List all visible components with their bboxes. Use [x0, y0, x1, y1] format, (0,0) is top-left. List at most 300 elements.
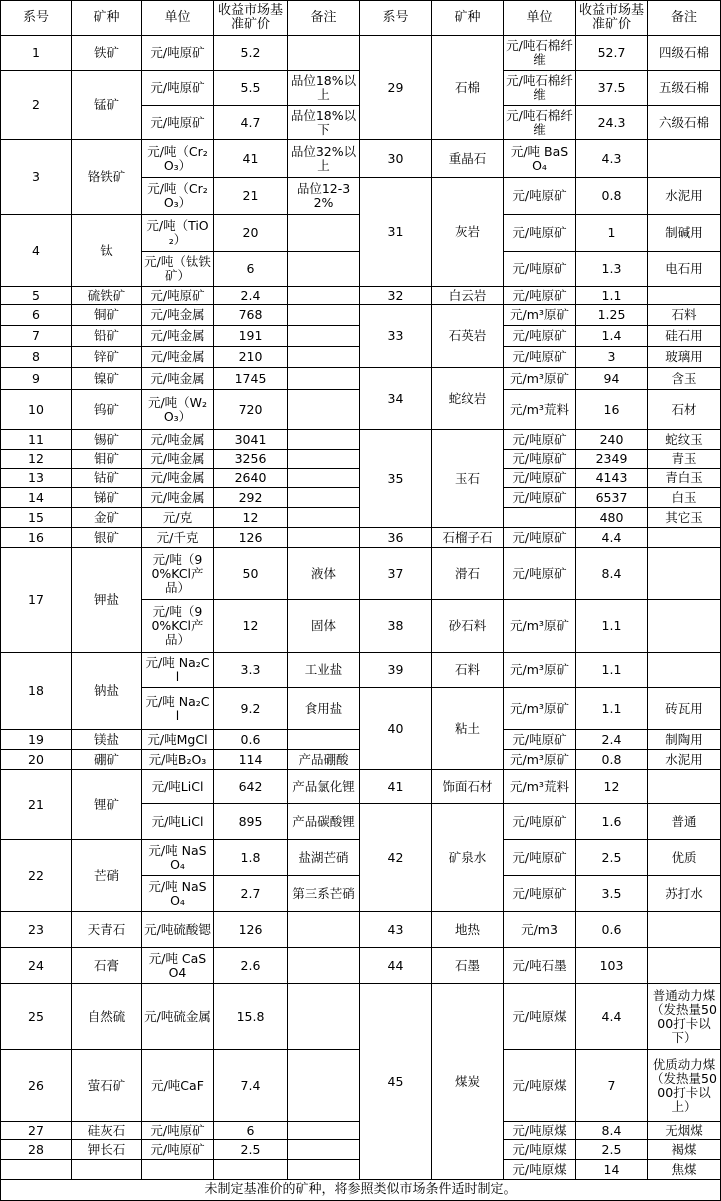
right-row-unit: 元/吨原矿 [504, 326, 576, 347]
left-row-note [288, 1160, 360, 1180]
left-row-no: 2 [0, 71, 72, 140]
left-row-unit: 元/吨 NaSO₄ [142, 876, 214, 912]
left-row-no: 18 [0, 653, 72, 730]
left-row-price: 5.5 [214, 71, 288, 106]
right-row-no: 31 [360, 178, 432, 287]
left-row-mineral: 硫铁矿 [72, 287, 142, 305]
right-row-unit: 元/吨原矿 [504, 215, 576, 252]
left-row-mineral: 铁矿 [72, 36, 142, 71]
left-row-no: 1 [0, 36, 72, 71]
left-row-no: 5 [0, 287, 72, 305]
right-row-price: 8.4 [576, 548, 648, 600]
right-row-price: 1 [576, 215, 648, 252]
right-row-unit: 元/吨石墨 [504, 948, 576, 984]
left-row-note [288, 1122, 360, 1140]
left-row-price: 3256 [214, 450, 288, 469]
left-row-note [288, 1050, 360, 1122]
left-row-price: 5.2 [214, 36, 288, 71]
right-row-price: 2349 [576, 450, 648, 469]
left-row-no: 14 [0, 488, 72, 508]
left-row-note [288, 528, 360, 548]
left-row-no: 13 [0, 469, 72, 488]
left-row-mineral: 钾盐 [72, 548, 142, 653]
left-row-unit: 元/吨（W₂O₃） [142, 390, 214, 430]
left-row-unit: 元/吨原矿 [142, 71, 214, 106]
right-row-note: 石料 [648, 305, 721, 326]
left-row-price: 720 [214, 390, 288, 430]
right-row-mineral: 矿泉水 [432, 804, 504, 912]
left-row-mineral: 钴矿 [72, 469, 142, 488]
right-row-unit: 元/m³原矿 [504, 305, 576, 326]
left-row-unit: 元/吨金属 [142, 368, 214, 390]
right-row-no: 45 [360, 984, 432, 1180]
right-row-unit: 元/m³原矿 [504, 368, 576, 390]
right-row-price: 1.1 [576, 653, 648, 688]
right-row-price: 4.3 [576, 140, 648, 178]
right-row-price: 37.5 [576, 71, 648, 106]
right-row-mineral: 灰岩 [432, 178, 504, 287]
right-row-note [648, 140, 721, 178]
right-row-note: 优质动力煤（发热量5000打卡以上） [648, 1050, 721, 1122]
header-left-0: 系号 [0, 0, 72, 36]
left-row-mineral: 镍矿 [72, 368, 142, 390]
left-row-mineral: 自然硫 [72, 984, 142, 1050]
right-row-price: 8.4 [576, 1122, 648, 1140]
right-row-note: 青玉 [648, 450, 721, 469]
right-row-unit: 元/吨原矿 [504, 347, 576, 368]
left-row-price: 114 [214, 750, 288, 770]
left-row-note [288, 912, 360, 948]
right-row-mineral: 蛇纹岩 [432, 368, 504, 430]
right-row-unit: 元/吨原煤 [504, 1160, 576, 1180]
right-row-note [648, 653, 721, 688]
left-row-note [288, 1140, 360, 1160]
left-row-no: 7 [0, 326, 72, 347]
right-row-unit: 元/吨原矿 [504, 287, 576, 305]
left-row-unit: 元/吨原矿 [142, 106, 214, 140]
right-row-price: 1.1 [576, 688, 648, 730]
left-row-unit: 元/吨MgCl [142, 730, 214, 750]
right-row-note: 制陶用 [648, 730, 721, 750]
left-row-no: 21 [0, 770, 72, 840]
right-row-price: 3 [576, 347, 648, 368]
left-row-price: 41 [214, 140, 288, 178]
right-row-price: 7 [576, 1050, 648, 1122]
left-row-mineral: 钾长石 [72, 1140, 142, 1160]
left-row-no: 22 [0, 840, 72, 912]
left-row-note [288, 252, 360, 287]
right-row-mineral: 粘土 [432, 688, 504, 770]
right-row-mineral: 石棉 [432, 36, 504, 140]
left-row-note: 食用盐 [288, 688, 360, 730]
right-row-price: 1.1 [576, 600, 648, 653]
right-row-unit: 元/吨原煤 [504, 1050, 576, 1122]
right-row-mineral: 滑石 [432, 548, 504, 600]
left-row-note [288, 508, 360, 528]
left-row-price: 191 [214, 326, 288, 347]
right-row-no: 29 [360, 36, 432, 140]
right-row-price: 3.5 [576, 876, 648, 912]
right-row-note: 水泥用 [648, 750, 721, 770]
right-row-mineral: 煤炭 [432, 984, 504, 1180]
left-row-unit: 元/吨金属 [142, 469, 214, 488]
right-row-price: 240 [576, 430, 648, 450]
right-row-price: 14 [576, 1160, 648, 1180]
right-row-price: 0.8 [576, 750, 648, 770]
left-row-mineral: 天青石 [72, 912, 142, 948]
right-row-note: 焦煤 [648, 1160, 721, 1180]
right-row-price: 94 [576, 368, 648, 390]
right-row-no: 33 [360, 305, 432, 368]
left-row-note [288, 347, 360, 368]
left-row-mineral: 硼矿 [72, 750, 142, 770]
right-row-no: 32 [360, 287, 432, 305]
right-row-price: 480 [576, 508, 648, 528]
left-row-no: 16 [0, 528, 72, 548]
right-row-price: 1.3 [576, 252, 648, 287]
left-row-price: 7.4 [214, 1050, 288, 1122]
right-row-mineral: 砂石料 [432, 600, 504, 653]
right-row-price: 103 [576, 948, 648, 984]
right-row-note: 水泥用 [648, 178, 721, 215]
right-row-note: 五级石棉 [648, 71, 721, 106]
right-row-note: 青白玉 [648, 469, 721, 488]
left-row-no: 12 [0, 450, 72, 469]
left-row-unit: 元/吨原矿 [142, 1140, 214, 1160]
right-row-note: 褐煤 [648, 1140, 721, 1160]
right-row-price: 0.6 [576, 912, 648, 948]
right-row-no: 35 [360, 430, 432, 528]
left-row-price: 12 [214, 508, 288, 528]
right-row-price: 4.4 [576, 984, 648, 1050]
left-row-note [288, 948, 360, 984]
right-row-unit: 元/m³原矿 [504, 688, 576, 730]
left-row-note [288, 730, 360, 750]
right-row-unit: 元/吨原矿 [504, 548, 576, 600]
left-row-price: 4.7 [214, 106, 288, 140]
left-row-unit: 元/吨原矿 [142, 1122, 214, 1140]
left-row-note [288, 368, 360, 390]
right-row-note: 含玉 [648, 368, 721, 390]
left-row-unit: 元/吨金属 [142, 305, 214, 326]
right-row-unit [504, 508, 576, 528]
left-row-no: 15 [0, 508, 72, 528]
left-row-price: 2.4 [214, 287, 288, 305]
right-row-unit: 元/m³原矿 [504, 653, 576, 688]
right-row-note: 玻璃用 [648, 347, 721, 368]
header-left-1: 矿种 [72, 0, 142, 36]
left-row-no: 11 [0, 430, 72, 450]
left-row-no: 28 [0, 1140, 72, 1160]
right-row-unit: 元/m3 [504, 912, 576, 948]
right-row-price: 52.7 [576, 36, 648, 71]
left-row-price: 2640 [214, 469, 288, 488]
right-row-unit: 元/吨石棉纤维 [504, 36, 576, 71]
left-row-no: 4 [0, 215, 72, 287]
right-row-price: 1.25 [576, 305, 648, 326]
right-row-no: 40 [360, 688, 432, 770]
left-row-price: 3041 [214, 430, 288, 450]
left-row-note: 固体 [288, 600, 360, 653]
left-row-note [288, 488, 360, 508]
right-row-mineral: 重晶石 [432, 140, 504, 178]
left-row-unit: 元/吨原矿 [142, 36, 214, 71]
right-row-unit: 元/吨原矿 [504, 469, 576, 488]
left-row-price: 50 [214, 548, 288, 600]
left-row-mineral: 金矿 [72, 508, 142, 528]
left-row-note [288, 984, 360, 1050]
left-row-mineral: 锌矿 [72, 347, 142, 368]
right-row-note [648, 528, 721, 548]
left-row-mineral: 铬铁矿 [72, 140, 142, 215]
left-row-no: 8 [0, 347, 72, 368]
left-row-mineral [72, 1160, 142, 1180]
left-row-unit: 元/吨（钛铁矿） [142, 252, 214, 287]
right-row-no: 39 [360, 653, 432, 688]
left-row-unit: 元/吨CaF [142, 1050, 214, 1122]
right-row-note: 砖瓦用 [648, 688, 721, 730]
left-row-unit: 元/吨（90%KCl产品） [142, 548, 214, 600]
right-row-note: 蛇纹玉 [648, 430, 721, 450]
right-row-note: 普通 [648, 804, 721, 840]
left-row-no: 10 [0, 390, 72, 430]
left-row-price: 292 [214, 488, 288, 508]
left-row-note [288, 469, 360, 488]
left-row-price: 9.2 [214, 688, 288, 730]
left-row-unit: 元/吨LiCl [142, 770, 214, 804]
left-row-no: 17 [0, 548, 72, 653]
right-row-unit: 元/m³荒料 [504, 390, 576, 430]
right-row-note: 六级石棉 [648, 106, 721, 140]
left-row-unit: 元/吨原矿 [142, 287, 214, 305]
left-row-unit: 元/吨硫金属 [142, 984, 214, 1050]
left-row-unit: 元/吨LiCl [142, 804, 214, 840]
right-row-note: 硅石用 [648, 326, 721, 347]
left-row-note: 品位12-32% [288, 178, 360, 215]
left-row-price: 21 [214, 178, 288, 215]
left-row-price: 768 [214, 305, 288, 326]
right-row-mineral: 石英岩 [432, 305, 504, 368]
left-row-price: 1.8 [214, 840, 288, 876]
left-row-no: 20 [0, 750, 72, 770]
right-row-no: 34 [360, 368, 432, 430]
right-row-unit: 元/吨原矿 [504, 450, 576, 469]
left-row-unit: 元/吨 Na₂Cl [142, 653, 214, 688]
left-row-price: 126 [214, 912, 288, 948]
left-row-unit: 元/吨金属 [142, 347, 214, 368]
right-row-note: 优质 [648, 840, 721, 876]
right-row-unit: 元/吨原矿 [504, 430, 576, 450]
right-row-price: 0.8 [576, 178, 648, 215]
right-row-mineral: 石墨 [432, 948, 504, 984]
right-row-price: 2.4 [576, 730, 648, 750]
left-row-mineral: 石膏 [72, 948, 142, 984]
left-row-no: 24 [0, 948, 72, 984]
left-row-no: 19 [0, 730, 72, 750]
left-row-mineral: 钼矿 [72, 450, 142, 469]
header-right-0: 系号 [360, 0, 432, 36]
left-row-unit [142, 1160, 214, 1180]
left-row-price: 20 [214, 215, 288, 252]
left-row-mineral: 铜矿 [72, 305, 142, 326]
right-row-mineral: 地热 [432, 912, 504, 948]
left-row-unit: 元/吨（90%KCl产品） [142, 600, 214, 653]
left-row-unit: 元/吨 CaSO4 [142, 948, 214, 984]
right-row-price: 12 [576, 770, 648, 804]
right-row-no: 44 [360, 948, 432, 984]
left-row-price: 126 [214, 528, 288, 548]
left-row-price: 12 [214, 600, 288, 653]
left-row-note [288, 215, 360, 252]
right-row-unit: 元/吨原矿 [504, 252, 576, 287]
right-row-note: 普通动力煤（发热量5000打卡以下） [648, 984, 721, 1050]
left-row-unit: 元/吨（Cr₂O₃） [142, 178, 214, 215]
left-row-note [288, 305, 360, 326]
left-row-unit: 元/吨 Na₂Cl [142, 688, 214, 730]
left-row-price: 210 [214, 347, 288, 368]
left-row-unit: 元/吨 NaSO₄ [142, 840, 214, 876]
left-row-unit: 元/克 [142, 508, 214, 528]
right-row-no: 38 [360, 600, 432, 653]
left-row-price [214, 1160, 288, 1180]
left-row-no: 26 [0, 1050, 72, 1122]
left-row-mineral: 镁盐 [72, 730, 142, 750]
left-row-note: 盐湖芒硝 [288, 840, 360, 876]
right-row-mineral: 饰面石材 [432, 770, 504, 804]
right-row-unit: 元/吨原矿 [504, 528, 576, 548]
right-row-unit: 元/吨原煤 [504, 1122, 576, 1140]
left-row-unit: 元/吨（Cr₂O₃） [142, 140, 214, 178]
left-row-note [288, 390, 360, 430]
left-row-note [288, 450, 360, 469]
right-row-no: 36 [360, 528, 432, 548]
header-left-3: 收益市场基准矿价 [214, 0, 288, 36]
right-row-price: 6537 [576, 488, 648, 508]
left-row-no: 3 [0, 140, 72, 215]
right-row-note: 无烟煤 [648, 1122, 721, 1140]
right-row-mineral: 石料 [432, 653, 504, 688]
right-row-note [648, 548, 721, 600]
right-row-price: 4.4 [576, 528, 648, 548]
right-row-price: 1.4 [576, 326, 648, 347]
right-row-mineral: 玉石 [432, 430, 504, 528]
right-row-unit: 元/m³原矿 [504, 750, 576, 770]
right-row-note: 其它玉 [648, 508, 721, 528]
left-row-no: 27 [0, 1122, 72, 1140]
right-row-mineral: 石榴子石 [432, 528, 504, 548]
right-row-unit: 元/吨原矿 [504, 804, 576, 840]
left-row-note: 产品硼酸 [288, 750, 360, 770]
right-row-no: 37 [360, 548, 432, 600]
left-row-price: 2.5 [214, 1140, 288, 1160]
right-row-unit: 元/吨原煤 [504, 1140, 576, 1160]
left-row-price: 642 [214, 770, 288, 804]
header-right-3: 收益市场基准矿价 [576, 0, 648, 36]
right-row-price: 1.1 [576, 287, 648, 305]
left-row-note: 品位18%以上 [288, 71, 360, 106]
left-row-mineral: 锂矿 [72, 770, 142, 840]
right-row-note: 石材 [648, 390, 721, 430]
right-row-unit: 元/吨原矿 [504, 730, 576, 750]
left-row-price: 15.8 [214, 984, 288, 1050]
left-row-no: 9 [0, 368, 72, 390]
left-row-note: 液体 [288, 548, 360, 600]
left-row-mineral: 钨矿 [72, 390, 142, 430]
left-row-mineral: 芒硝 [72, 840, 142, 912]
left-row-price: 0.6 [214, 730, 288, 750]
right-row-price: 1.6 [576, 804, 648, 840]
left-row-mineral: 铅矿 [72, 326, 142, 347]
right-row-mineral: 白云岩 [432, 287, 504, 305]
right-row-note [648, 912, 721, 948]
left-row-no: 25 [0, 984, 72, 1050]
left-row-mineral: 硅灰石 [72, 1122, 142, 1140]
right-row-note [648, 948, 721, 984]
right-row-unit: 元/吨原矿 [504, 840, 576, 876]
left-row-note: 产品碳酸锂 [288, 804, 360, 840]
left-row-unit: 元/吨金属 [142, 450, 214, 469]
left-row-price: 2.6 [214, 948, 288, 984]
left-row-unit: 元/吨金属 [142, 488, 214, 508]
left-row-price: 6 [214, 1122, 288, 1140]
right-row-unit: 元/m³原矿 [504, 600, 576, 653]
left-row-unit: 元/吨（TiO₂） [142, 215, 214, 252]
footer-note: 未制定基准价的矿种，将参照类似市场条件适时制定。 [0, 1180, 721, 1201]
right-row-no: 42 [360, 804, 432, 912]
right-row-no: 41 [360, 770, 432, 804]
right-row-price: 4143 [576, 469, 648, 488]
left-row-no: 23 [0, 912, 72, 948]
right-row-no: 43 [360, 912, 432, 948]
right-row-note: 白玉 [648, 488, 721, 508]
right-row-note: 电石用 [648, 252, 721, 287]
left-row-mineral: 钛 [72, 215, 142, 287]
right-row-price: 24.3 [576, 106, 648, 140]
left-row-unit: 元/吨金属 [142, 430, 214, 450]
left-row-note [288, 326, 360, 347]
right-row-unit: 元/吨 BaSO₄ [504, 140, 576, 178]
left-row-note [288, 287, 360, 305]
left-row-mineral: 锰矿 [72, 71, 142, 140]
left-row-unit: 元/吨硫酸锶 [142, 912, 214, 948]
right-row-price: 2.5 [576, 840, 648, 876]
right-row-price: 16 [576, 390, 648, 430]
right-row-unit: 元/吨原煤 [504, 984, 576, 1050]
right-row-unit: 元/吨石棉纤维 [504, 71, 576, 106]
left-row-note [288, 430, 360, 450]
right-row-note [648, 600, 721, 653]
left-row-unit: 元/吨B₂O₃ [142, 750, 214, 770]
left-row-note: 产品氯化锂 [288, 770, 360, 804]
header-left-2: 单位 [142, 0, 214, 36]
left-row-unit: 元/千克 [142, 528, 214, 548]
right-row-note: 制碱用 [648, 215, 721, 252]
left-row-note: 工业盐 [288, 653, 360, 688]
right-row-note: 苏打水 [648, 876, 721, 912]
right-row-unit: 元/吨石棉纤维 [504, 106, 576, 140]
left-row-price: 1745 [214, 368, 288, 390]
header-right-4: 备注 [648, 0, 721, 36]
right-row-no: 30 [360, 140, 432, 178]
left-row-unit: 元/吨金属 [142, 326, 214, 347]
left-row-no: 6 [0, 305, 72, 326]
right-row-note [648, 287, 721, 305]
right-row-note [648, 770, 721, 804]
left-row-note [288, 36, 360, 71]
header-left-4: 备注 [288, 0, 360, 36]
left-row-note: 品位18%以下 [288, 106, 360, 140]
right-row-price: 2.5 [576, 1140, 648, 1160]
